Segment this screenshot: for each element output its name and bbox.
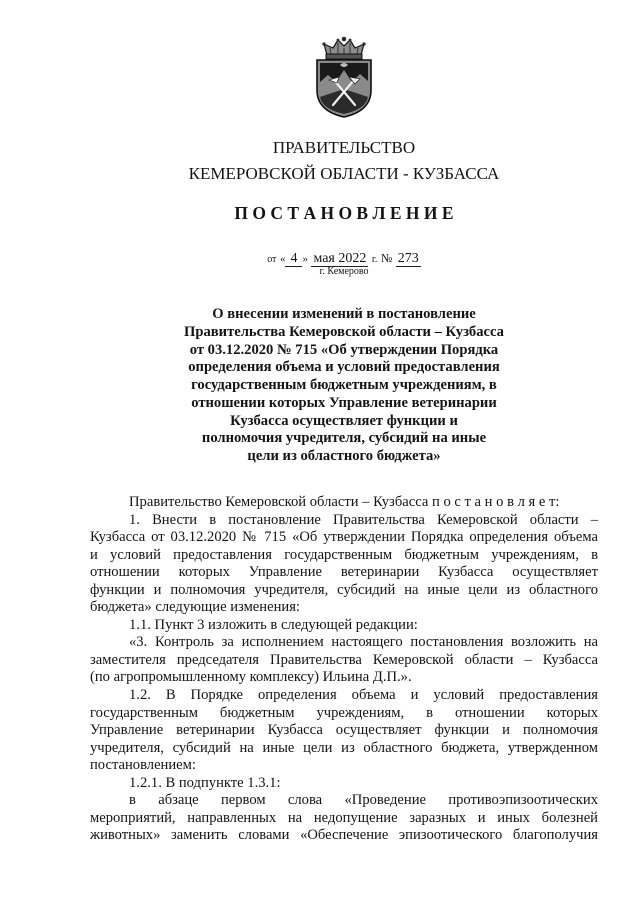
body-line: Управление ветеринарии Кузбасса осуществляет функции и полномочия	[90, 722, 598, 739]
body-line: мероприятий, направленных на недопущение заразных и иных болезней	[90, 809, 598, 826]
body-line: государственным бюджетным учреждениям, в отношении которых	[90, 704, 598, 721]
crown-shape	[322, 37, 365, 59]
title-line: О внесении изменений в постановление	[212, 306, 476, 322]
title-line: полномочия учредителя, субсидий на иные	[201, 430, 487, 447]
decree-body	[90, 494, 598, 845]
title-line: государственным бюджетным учреждениям, в	[191, 377, 497, 393]
date-day: 4	[285, 252, 302, 267]
title-line: определения объема и условий предоставления	[188, 359, 500, 376]
number-sign: №	[380, 251, 393, 265]
title-line: Кузбасса осуществляет функции и	[230, 412, 458, 429]
body-line: 1.2. В Порядке определения объема и условий предоставления	[129, 687, 598, 704]
body-line: бюджета» следующие изменения:	[90, 599, 300, 616]
body-line: 1. Внести в постановление Правительства Кемеровской области –	[129, 511, 598, 528]
decree-number: 273	[397, 251, 419, 266]
paragraph-1	[90, 512, 598, 617]
title-line: Правительства Кемеровской области – Кузбасса	[184, 323, 504, 340]
preamble-resolves: п о с т а н о в л я е т:	[432, 494, 560, 510]
body-line: отношении которых Управление ветеринарии Кузбасса осуществляет	[90, 564, 598, 581]
date-year-suffix: г.	[371, 254, 378, 265]
paragraph-1-2	[90, 687, 598, 775]
body-line: заместителя председателя Правительства Кемеровской области – Кузбасса	[90, 651, 598, 668]
title-line: отношении которых Управление ветеринарии	[191, 394, 497, 411]
paragraph-quoted-3	[90, 634, 598, 687]
region-title: КЕМЕРОВСКОЙ ОБЛАСТИ - КУЗБАССА	[188, 164, 500, 183]
paragraph-1-2-1	[90, 775, 598, 793]
body-line: постановлением:	[90, 757, 196, 774]
body-line: 1.2.1. В подпункте 1.3.1:	[129, 774, 281, 791]
paragraph-abzac	[90, 792, 598, 845]
date-quote-open: «	[279, 253, 286, 265]
decree-title	[90, 306, 598, 466]
coat-of-arms-icon	[314, 35, 374, 119]
document-type-heading: П О С Т А Н О В Л Е Н И Е	[234, 203, 454, 223]
body-line: «3. Контроль за исполнением настоящего постановления возложить на	[129, 634, 598, 651]
body-line: 1.1. Пункт 3 изложить в следующей редакции:	[129, 616, 418, 633]
body-line: (по агропромышленному комплексу) Ильина Д.П.».	[90, 669, 412, 686]
date-month-year: мая 2022	[313, 251, 367, 266]
preamble-text: Правительство Кемеровской области – Кузбасса	[129, 494, 429, 510]
title-line: от 03.12.2020 № 715 «Об утверждении Порядка	[189, 341, 499, 358]
body-line: и условий предоставления государственным бюджетным учреждениям, в	[90, 546, 598, 563]
date-prefix: от	[267, 254, 277, 265]
city-name: г. Кемерово	[319, 266, 369, 277]
government-title: ПРАВИТЕЛЬСТВО	[272, 138, 416, 157]
preamble-line	[90, 494, 598, 512]
body-line: учредителя, субсидий на иные цели из областного бюджета, утвержденном	[90, 739, 598, 756]
paragraph-1-1	[90, 617, 598, 635]
date-quote-close: »	[302, 253, 308, 265]
body-line: Кузбасса от 03.12.2020 № 715 «Об утверждении Порядка определения объема	[90, 529, 598, 546]
body-line: животных» заменить словами «Обеспечение эпизоотического благополучия	[90, 827, 598, 844]
body-line: функции и полномочия учредителя, субсидий на иные цели из областного	[90, 581, 598, 598]
title-line: цели из областного бюджета»	[247, 448, 441, 464]
body-line: в абзаце первом слова «Проведение противоэпизоотических	[129, 792, 598, 809]
